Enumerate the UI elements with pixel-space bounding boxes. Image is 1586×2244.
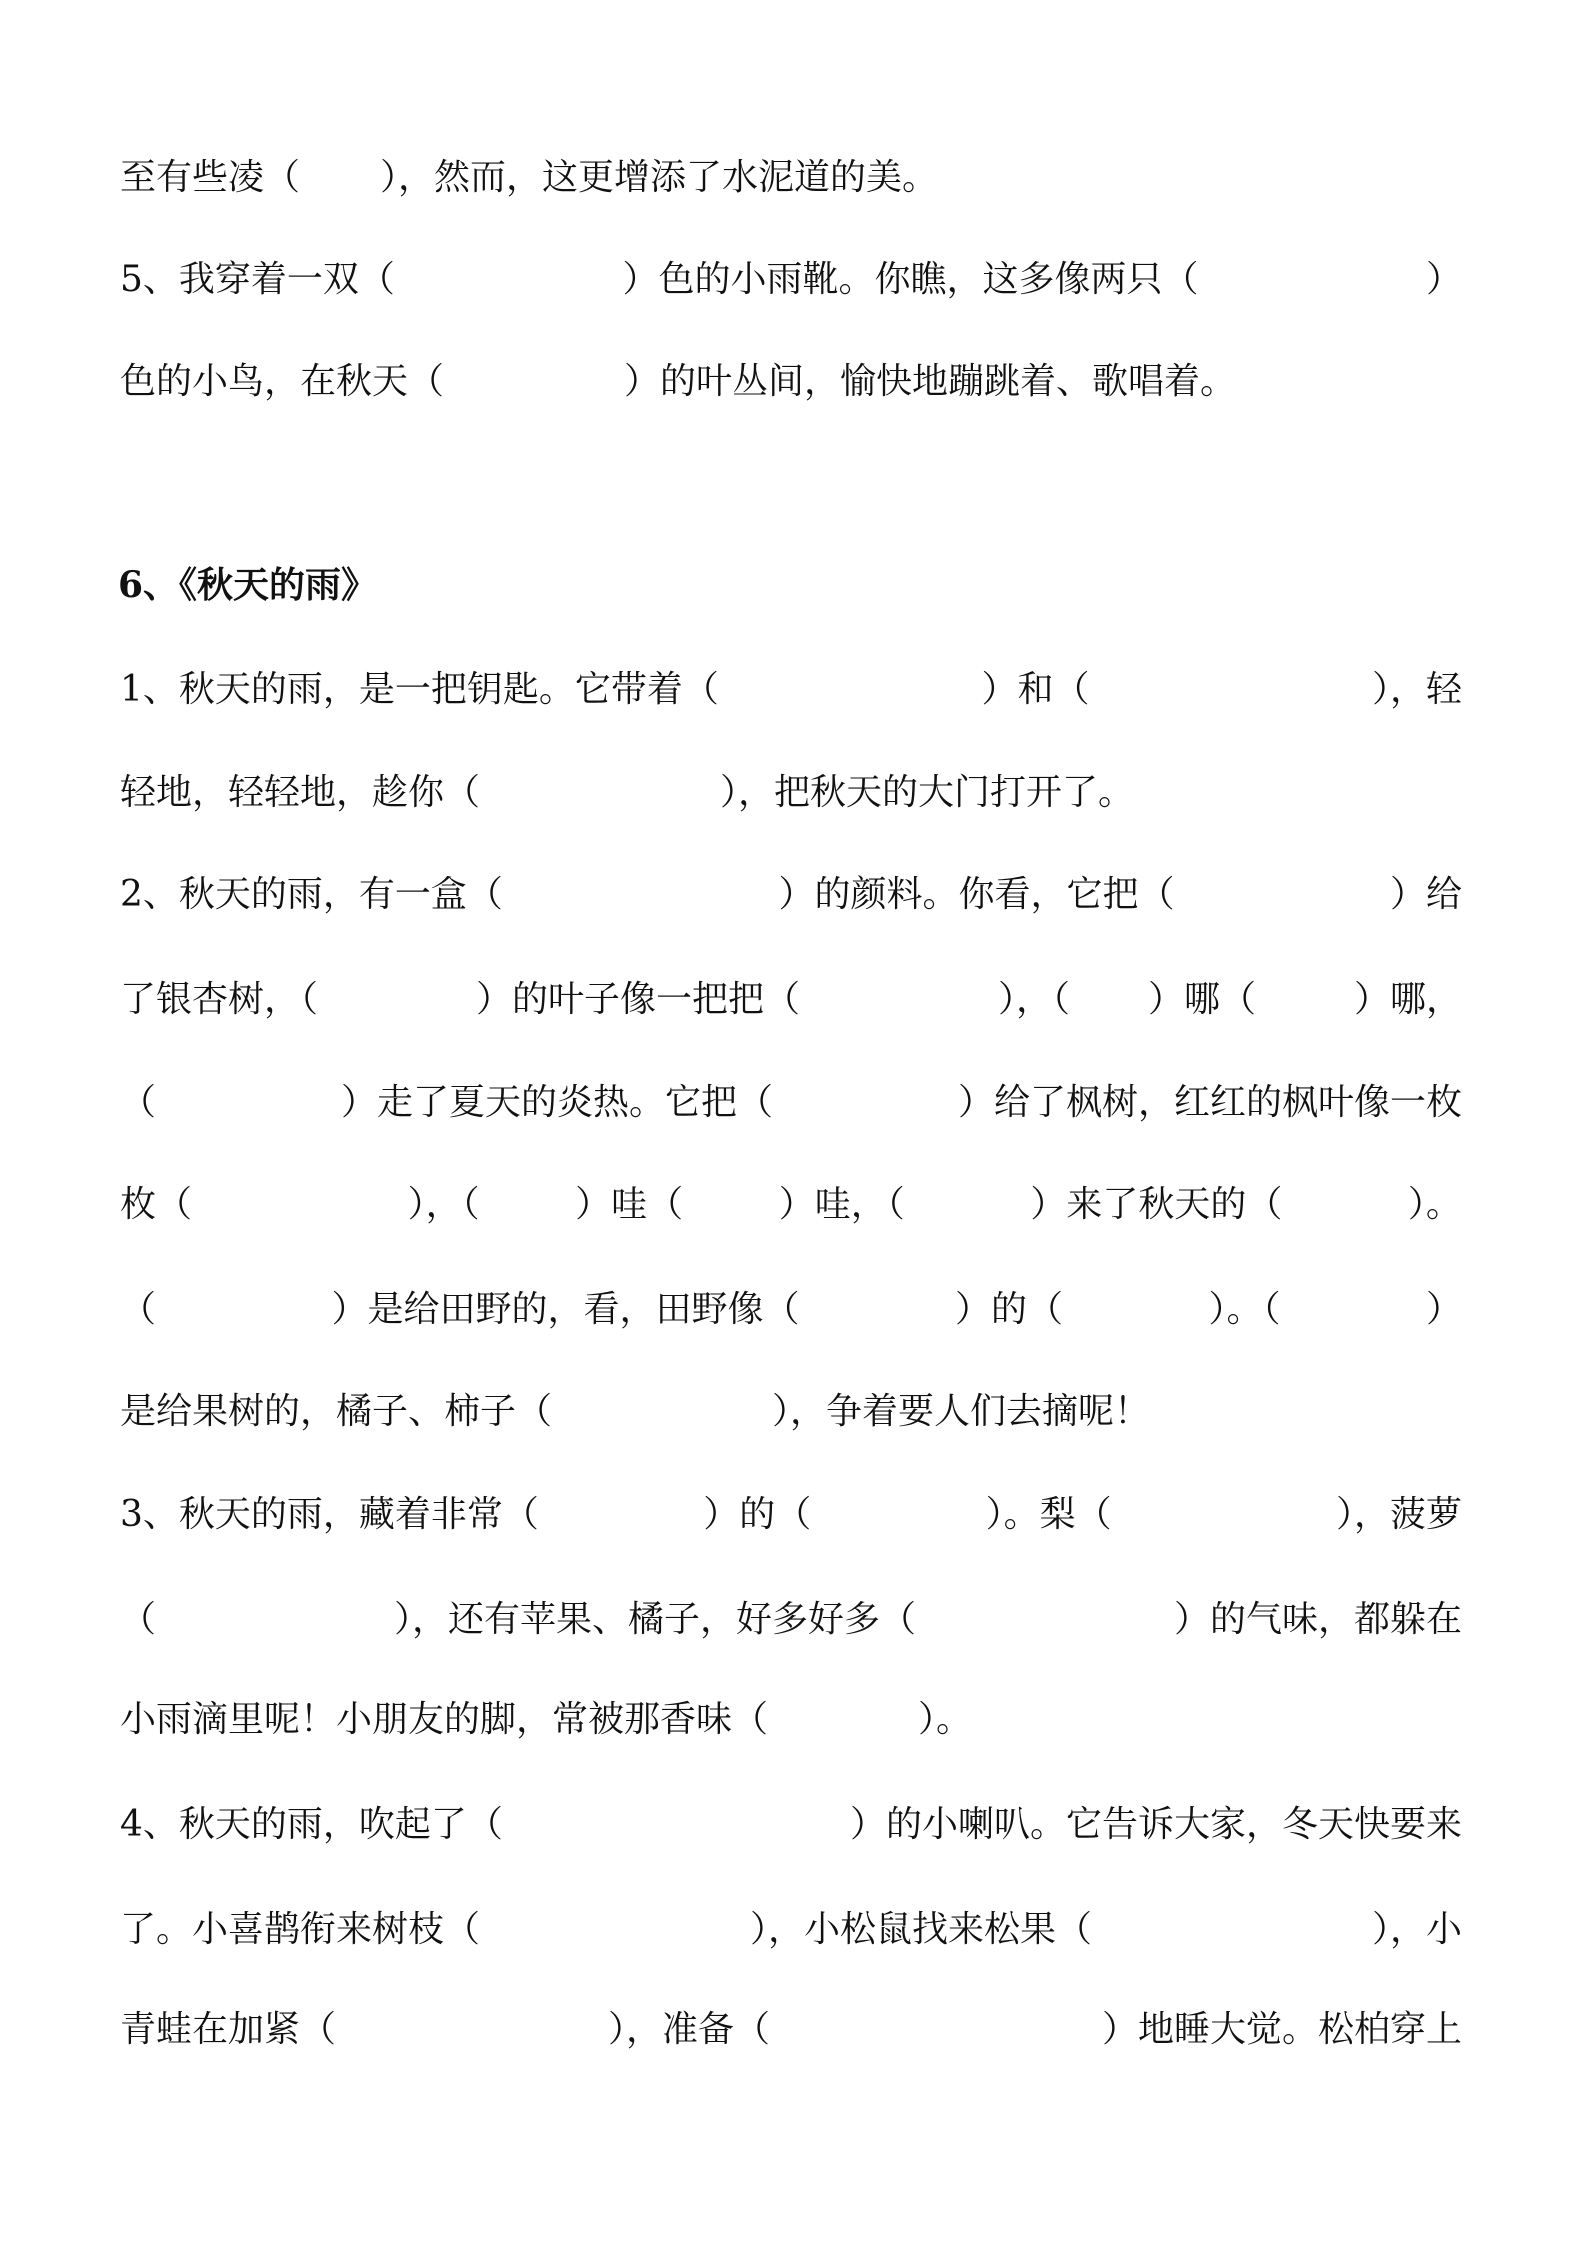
text-segment: ）地睡大觉。松柏穿上 [1101, 2009, 1462, 2050]
text-segment: （ [120, 1082, 157, 1123]
text-line [120, 1181, 1462, 1229]
text-segment: （ [120, 1599, 157, 1640]
text-line [120, 1491, 1462, 1539]
text-segment: ），争着要人们去摘呢！ [772, 1391, 1151, 1432]
text-segment: 1、秋天的雨，是一把钥匙。它带着（ [120, 669, 719, 710]
text-segment: ）。梨（ [985, 1494, 1112, 1535]
text-segment: ）的（ [703, 1494, 812, 1535]
text-segment: ）哪（ [1147, 979, 1256, 1020]
text-segment: ）的颜料。你看，它把（ [778, 874, 1175, 915]
text-line [120, 1696, 1462, 1744]
text-line [120, 1286, 1462, 1334]
text-segment: ）。 [1407, 1184, 1462, 1225]
text-line [120, 769, 1462, 817]
text-segment: 5、我穿着一双（ [120, 259, 395, 300]
text-line [120, 2006, 1462, 2054]
text-segment: ），然而，这更增添了水泥道的美。 [380, 157, 939, 198]
text-segment: ），把秋天的大门打开了。 [720, 772, 1135, 813]
text-segment: 2、秋天的雨，有一盒（ [120, 874, 503, 915]
text-segment: 色的小鸟，在秋天（ [120, 361, 445, 402]
text-line [120, 666, 1462, 714]
section-title-text: 6、《秋天的雨》 [118, 564, 378, 606]
text-segment: 轻地，轻轻地，趁你（ [120, 772, 481, 813]
text-line [120, 976, 1462, 1024]
text-segment: ）的（ [954, 1289, 1063, 1330]
text-segment: 是给果树的，橘子、柿子（ [120, 1391, 553, 1432]
text-segment: ）哪， [1353, 979, 1462, 1020]
text-segment: ），小松鼠找来松果（ [749, 1909, 1092, 1950]
text-segment: ）走了夏天的炎热。它把（ [340, 1082, 773, 1123]
text-segment: 至有些凌（ [120, 157, 301, 198]
text-segment: ）色的小雨靴。你瞧，这多像两只（ [622, 259, 1199, 300]
text-segment: 枚（ [120, 1184, 193, 1225]
text-line [120, 1906, 1462, 1954]
text-segment: ），准备（ [607, 2009, 770, 2050]
section-title [118, 561, 1460, 609]
text-segment: ），还有苹果、橘子，好多好多（ [393, 1599, 916, 1640]
text-segment: 3、秋天的雨，藏着非常（ [120, 1494, 539, 1535]
text-segment: 了银杏树，（ [120, 979, 319, 1020]
text-segment: ）的叶丛间，愉快地蹦跳着、歌唱着。 [624, 361, 1237, 402]
text-segment: ）的气味，都躲在 [1173, 1599, 1462, 1640]
text-segment: ）给了枫树，红红的枫叶像一枚 [957, 1082, 1462, 1123]
text-line [120, 1388, 1462, 1436]
text-segment: ）来了秋天的（ [1030, 1184, 1283, 1225]
text-line [120, 1079, 1462, 1127]
text-line [120, 1801, 1462, 1849]
text-segment: ）给 [1389, 874, 1462, 915]
text-segment: 小雨滴里呢！小朋友的脚，常被那香味（ [120, 1699, 769, 1740]
text-segment: ）哇（ [575, 1184, 684, 1225]
text-line [120, 154, 1462, 202]
text-segment: 4、秋天的雨，吹起了（ [120, 1804, 503, 1845]
text-segment: 了。小喜鹊衔来树枝（ [120, 1909, 481, 1950]
text-line [120, 358, 1462, 406]
text-segment: ）。（ [1208, 1289, 1281, 1330]
text-line [120, 256, 1462, 304]
text-line [120, 871, 1462, 919]
text-segment: ），小 [1371, 1909, 1462, 1950]
text-segment: ），菠萝 [1335, 1494, 1462, 1535]
text-segment: ）和（ [981, 669, 1090, 710]
text-segment: （ [120, 1289, 157, 1330]
text-segment: ） [1425, 1289, 1462, 1330]
text-segment: ）哇，（ [778, 1184, 905, 1225]
text-segment: ）。 [918, 1699, 973, 1740]
text-line [120, 1596, 1462, 1644]
text-segment: ）是给田野的，看，田野像（ [331, 1289, 800, 1330]
text-segment: ），（ [407, 1184, 480, 1225]
text-segment: ）的小喇叭。它告诉大家，冬天快要来 [849, 1804, 1462, 1845]
text-segment: ），（ [997, 979, 1070, 1020]
text-segment: 青蛙在加紧（ [120, 2009, 337, 2050]
text-segment: ）的叶子像一把把（ [475, 979, 800, 1020]
text-segment: ） [1425, 259, 1462, 300]
text-segment: ），轻 [1371, 669, 1462, 710]
